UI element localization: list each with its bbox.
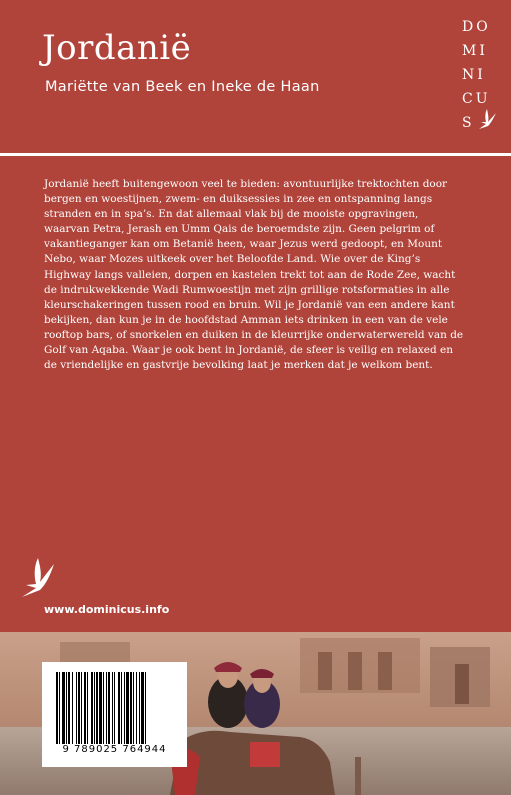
logo-line-5: S: [462, 115, 475, 131]
book-title: Jordanië: [42, 28, 192, 68]
barcode-bar: [114, 672, 115, 744]
book-description: [44, 177, 464, 373]
barcode-bar: [66, 672, 67, 744]
logo-line-1: DO: [462, 19, 491, 35]
publisher-website: www.dominicus.info: [44, 603, 170, 616]
barcode-bar: [141, 672, 144, 744]
barcode-bar: [78, 672, 80, 744]
barcode-bar: [136, 672, 137, 744]
isbn-number: 9 789025 764944: [62, 744, 167, 755]
barcode-bar: [91, 672, 93, 744]
book-authors: Mariëtte van Beek en Ineke de Haan: [45, 79, 320, 95]
barcode-bar: [124, 672, 125, 744]
barcode-bar: [62, 672, 65, 744]
barcode-bar: [103, 672, 104, 744]
barcode-bar: [72, 672, 73, 744]
barcode-bar: [108, 672, 110, 744]
description-text: Jordanië heeft buitengewoon veel te bieden: avontuurlijke trektochten door bergen en woestijnen, zwem- en duiksessies in zee en ontspanning langs stranden en in spa’s. En dat allemaal vlak bij de mooiste opgravingen, waarvan Petra, Jerash en Umm Qais de beroemdste zijn. Geen pelgrim of vakantieganger kan om Betanië heen, waar Jezus werd gedoopt, en Mount Nebo, waar Mozes uitkeek over het Beloofde Land. Wie over de King’s Highway langs valleien, dorpen en kastelen trekt tot aan de Rode Zee, wacht de indrukwekkende Wadi Rumwoestijn met zijn grillige rotsformaties in alle kleurschakeringen tussen rood en bruin. Wil je Jordanië van een andere kant bekijken, dan kun je in de hoofdstad Amman iets drinken in een van de vele rooftop bars, of snorkelen en duiken in de kleurrijke onderwaterwereld van de Golf van Aqaba. Waar je ook bent in Jordanië, de sfeer is veilig en relaxed en de vriendelijke en gastvrije bevolking laat je merken dat je welkom bent.: [44, 178, 464, 372]
barcode-bar: [126, 672, 129, 744]
logo-line-4: CU: [462, 91, 491, 107]
barcode-bar: [139, 672, 140, 744]
barcode-bar: [96, 672, 98, 744]
publisher-logo: [448, 19, 500, 135]
barcode-bar: [145, 672, 146, 744]
barcode-bar: [59, 672, 60, 744]
barcode-bar: [106, 672, 107, 744]
bird-icon: [18, 554, 58, 600]
logo-line-2: MI: [462, 43, 488, 59]
bird-icon: [476, 105, 498, 131]
barcode-bar: [133, 672, 134, 744]
barcode-bar: [94, 672, 95, 744]
barcode-bar: [112, 672, 113, 744]
barcode-bar: [84, 672, 86, 744]
barcode-bar: [68, 672, 70, 744]
barcode-bar: [81, 672, 82, 744]
isbn-barcode: [42, 662, 187, 767]
logo-line-3: NI: [462, 67, 486, 83]
barcode-bar: [130, 672, 132, 744]
header-divider: [0, 153, 511, 156]
barcode-bar: [121, 672, 122, 744]
barcode-bar: [76, 672, 77, 744]
barcode-bar: [56, 672, 58, 744]
barcode-bar: [99, 672, 102, 744]
barcode-bars: [56, 672, 176, 744]
barcode-bar: [118, 672, 120, 744]
barcode-bar: [87, 672, 88, 744]
